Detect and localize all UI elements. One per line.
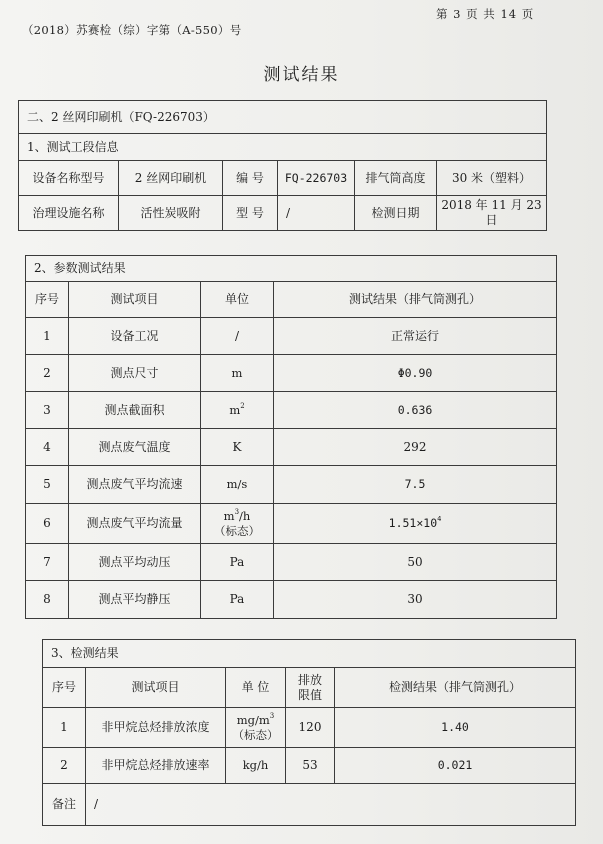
col-no: 序号	[43, 668, 86, 708]
row-unit: kg/h	[226, 748, 286, 784]
page-indicator: 第 3 页 共 14 页	[436, 7, 535, 21]
row-item: 设备工况	[69, 318, 201, 355]
col-unit: 单位	[201, 282, 274, 318]
table-row	[19, 161, 547, 196]
row-result: 0.021	[335, 748, 576, 784]
row-limit: 53	[286, 748, 335, 784]
serial-label: 编 号	[223, 161, 278, 196]
col-item: 测试项目	[86, 668, 226, 708]
page-title: 测试结果	[263, 65, 340, 85]
unit-exponent: 2	[240, 401, 245, 410]
row-result: 正常运行	[274, 318, 557, 355]
row-result: 7.5	[274, 466, 557, 504]
table-row	[26, 544, 557, 581]
row-no: 3	[26, 392, 69, 429]
row-unit	[201, 504, 274, 544]
row-result: 1.40	[335, 708, 576, 748]
section1-heading: 1、测试工段信息	[19, 134, 547, 161]
treatment-value: 活性炭吸附	[119, 196, 223, 231]
unit-condition: （标态）	[214, 523, 260, 538]
row-item: 非甲烷总烃排放速率	[86, 748, 226, 784]
test-date-value: 2018 年 11 月 23 日	[437, 196, 547, 231]
row-no: 2	[26, 355, 69, 392]
row-no: 6	[26, 504, 69, 544]
detection-table	[42, 639, 576, 826]
row-item: 测点废气平均流量	[69, 504, 201, 544]
result-base: 1.51×10	[388, 516, 438, 531]
table-row	[26, 504, 557, 544]
unit-base: mg/m	[236, 713, 270, 728]
parameter-table	[25, 255, 557, 619]
table-row	[19, 196, 547, 231]
table-row	[43, 708, 576, 748]
col-result: 检测结果（排气筒测孔）	[335, 668, 576, 708]
row-item: 测点废气平均流速	[69, 466, 201, 504]
row-item: 测点尺寸	[69, 355, 201, 392]
row-no: 7	[26, 544, 69, 581]
device-name-label: 设备名称型号	[19, 161, 119, 196]
section2-heading: 2、参数测试结果	[26, 256, 557, 282]
row-unit: /	[201, 318, 274, 355]
model-value: /	[278, 196, 355, 231]
unit-base: m	[223, 509, 235, 524]
row-result: Φ0.90	[274, 355, 557, 392]
row-no: 1	[26, 318, 69, 355]
col-unit: 单 位	[226, 668, 286, 708]
device-name-value: 2 丝网印刷机	[119, 161, 223, 196]
row-no: 4	[26, 429, 69, 466]
col-limit-line2: 限值	[297, 687, 322, 702]
row-result: 292	[274, 429, 557, 466]
model-label: 型 号	[223, 196, 278, 231]
row-item: 测点废气温度	[69, 429, 201, 466]
col-result: 测试结果（排气筒测孔）	[274, 282, 557, 318]
unit-exponent: 3	[234, 508, 240, 517]
row-item: 非甲烷总烃排放浓度	[86, 708, 226, 748]
row-unit: Pa	[201, 581, 274, 619]
table-row	[26, 318, 557, 355]
row-no: 5	[26, 466, 69, 504]
row-unit: m/s	[201, 466, 274, 504]
section-main-title: 二、2 丝网印刷机（FQ-226703）	[19, 101, 547, 134]
row-unit	[226, 708, 286, 748]
table-row	[26, 429, 557, 466]
unit-tail: /h	[239, 509, 251, 524]
row-no: 1	[43, 708, 86, 748]
row-item: 测点平均静压	[69, 581, 201, 619]
row-result	[274, 504, 557, 544]
table-row	[26, 466, 557, 504]
remark-label: 备注	[43, 784, 86, 826]
unit-exponent: 3	[269, 712, 275, 721]
document-number: （2018）苏赛检（综）字第（A-550）号	[22, 23, 242, 37]
row-item: 测点截面积	[69, 392, 201, 429]
device-info-table	[18, 100, 547, 231]
table-row	[26, 355, 557, 392]
test-date-label: 检测日期	[355, 196, 437, 231]
table-header-row	[43, 668, 576, 708]
row-result: 30	[274, 581, 557, 619]
remark-value: /	[86, 784, 576, 826]
row-unit: K	[201, 429, 274, 466]
row-unit	[201, 392, 274, 429]
section3-heading: 3、检测结果	[43, 640, 576, 668]
table-row	[26, 392, 557, 429]
result-exponent: 4	[437, 515, 442, 524]
row-item: 测点平均动压	[69, 544, 201, 581]
table-row	[43, 784, 576, 826]
col-limit	[286, 668, 335, 708]
table-row	[43, 748, 576, 784]
unit-condition: （标态）	[232, 727, 279, 742]
row-limit: 120	[286, 708, 335, 748]
row-result: 0.636	[274, 392, 557, 429]
table-header-row	[26, 282, 557, 318]
row-no: 8	[26, 581, 69, 619]
row-unit: m	[201, 355, 274, 392]
stack-height-value: 30 米（塑料）	[437, 161, 547, 196]
unit-base: m	[229, 402, 241, 417]
table-row	[26, 581, 557, 619]
col-limit-line1: 排放	[297, 672, 322, 687]
stack-height-label: 排气筒高度	[355, 161, 437, 196]
row-no: 2	[43, 748, 86, 784]
col-item: 测试项目	[69, 282, 201, 318]
col-no: 序号	[26, 282, 69, 318]
row-result: 50	[274, 544, 557, 581]
treatment-label: 治理设施名称	[19, 196, 119, 231]
row-unit: Pa	[201, 544, 274, 581]
serial-value: FQ-226703	[278, 161, 355, 196]
